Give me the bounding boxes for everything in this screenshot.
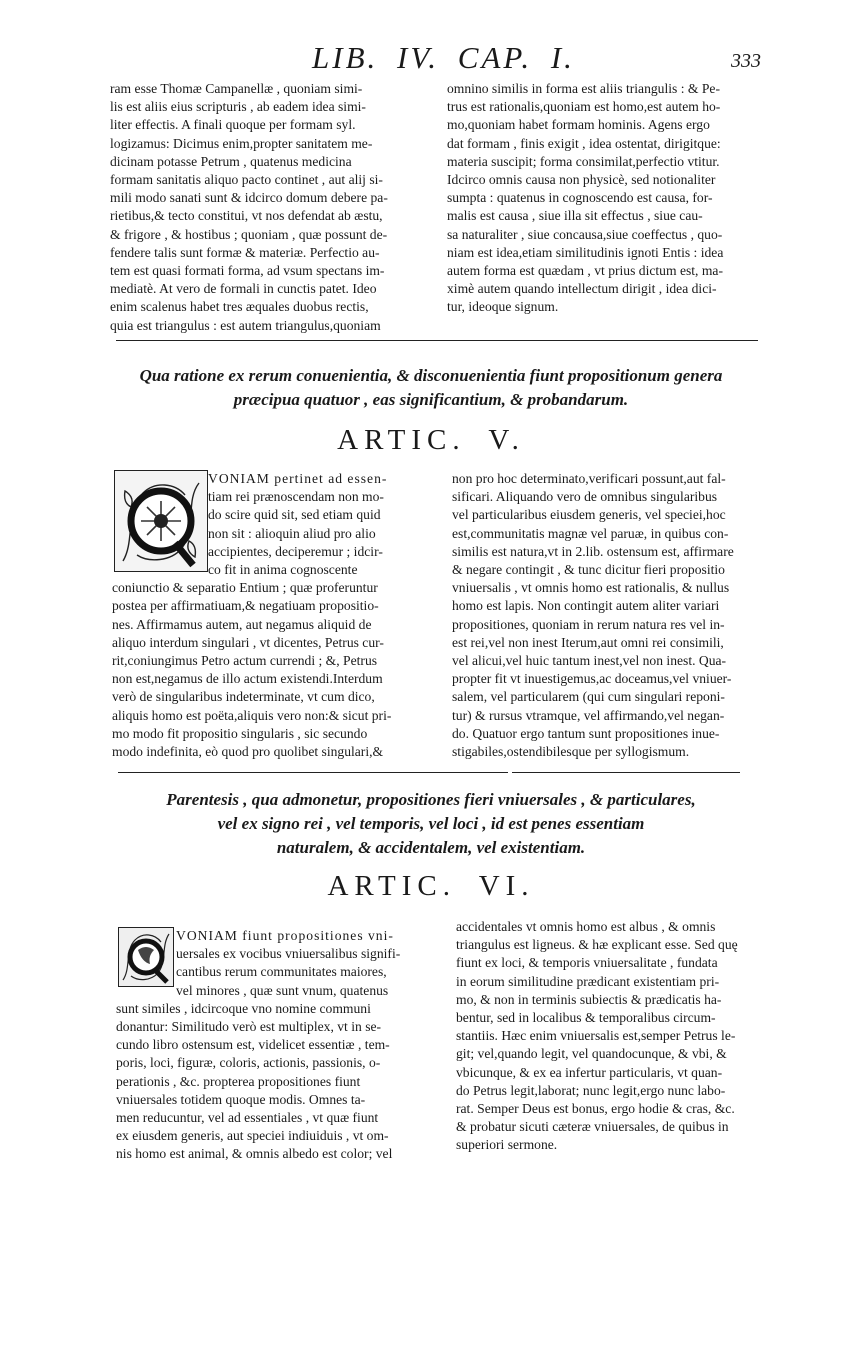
article-vi-label: ARTIC. VI. [327,870,535,902]
text-line: non est,negamus de illo actum existendi.Interdum [112,671,383,687]
text-line: uersales ex vocibus vniuersalibus signifi- [176,946,401,962]
text-line: vniuersales totidem quoque modis. Omnes ta- [116,1091,366,1107]
text-line: rit,coniungimus Petro actum currendi ; &, Petrus [112,653,378,669]
article-v-label: ARTIC. V. [337,424,525,456]
text-line: perationis , &c. propterea propositiones fiunt [116,1073,361,1089]
text-line: est rei,vel non inest Iterum,aut omni rei consimili, [452,634,724,650]
text-line: aliquis homo est poëta,aliquis vero non:& sicut pri- [112,707,392,723]
text-line: rietibus,& tecto constitui, vt nos defendat ab æstu, [110,208,383,224]
text-line: liter effectis. A finali quoque per formam syl. [110,117,356,133]
text-line: cantibus rerum communitates maiores, [176,964,387,980]
text-line: triangulus est ligneus. & hæ explicant esse. Sed quę [456,937,738,953]
section-v-heading [0,364,862,412]
text-line: sumpta : quatenus in cognoscendo est causa, for- [447,190,713,206]
text-line: mo,quoniam habet formam hominis. Agens ergo [447,117,710,133]
text-line: VONIAM fiunt propositiones vni- [176,928,394,943]
text-line: salem, vel particularem (qui cum singulari reponi- [452,689,725,705]
text-line: formam sanitatis aliquo pacto continet , aut alij si- [110,172,383,188]
running-head-title: LIB. IV. CAP. I. [312,40,575,75]
text-line: bentur, sed in localibus & temporalibus circum- [456,1010,716,1026]
text-line: vel alicui,vel huic tantum inest,vel non inest. Qua- [452,653,727,669]
article-v-left-column [112,470,430,761]
text-line: Idcirco omnis causa non physicè, sed notionaliter [447,172,716,188]
text-line: poris, loci, figuræ, coloris, actionis, passionis, o- [116,1055,381,1071]
heading-line: naturalem, & accidentalem, vel existentiam. [276,838,586,857]
text-line: ex eiusdem generis, aut speciei indiuiduis , vt om- [116,1128,389,1144]
running-head [0,40,862,80]
text-line: vel minores , quæ sunt vnum, quatenus [176,982,389,998]
text-line: do scire quid sit, sed etiam quid [208,507,381,523]
heading-line: Qua ratione ex rerum conuenientia, & disconuenientia fiunt propositionum genera [139,366,723,385]
text-line: in eorum similitudine prædicant existentiam pri- [456,973,720,989]
text-line: mo, & non in terminis subiectis & prædicatis ha- [456,991,722,1007]
text-line: non pro hoc determinato,verificari possunt,aut fal- [452,471,726,486]
text-line: niam est idea,etiam similitudinis ignoti Entis : idea [447,244,724,260]
text-line: dicinam potasse Petrum , quatenus medicina [110,153,352,169]
article-v-right-column [452,470,772,761]
heading-line: præcipua quatuor , eas significantium, & probandarum. [233,390,629,409]
text-line: tiam rei prænoscendam non mo- [208,489,384,505]
text-line: accipientes, deciperemur ; idcir- [208,543,383,559]
section-divider [512,772,740,773]
article-vi-left-column [116,927,432,1164]
text-line: git; vel,quando legit, vel quandocunque, & vbi, & [456,1046,727,1062]
text-line: homo est lapis. Non contingit autem aliter variari [452,598,720,614]
text-line: nes. Affirmamus autem, aut negamus aliquid de [112,616,372,632]
text-line: sa naturaliter , siue concausa,siue coeffectus , quo- [447,226,723,242]
text-line: mili modo sanati sunt & idcirco domum debere pa- [110,190,388,206]
section-vi-heading [0,788,862,860]
text-line: tur) & rursus vtramque, vel affirmando,vel negan- [452,707,725,723]
text-line: cundo libro ostensum est, videlicet essentiæ , tem- [116,1037,390,1053]
text-line: sunt similes , idcircoque vno nomine communi [116,1000,371,1016]
text-line: similis est natura,vt in 2.lib. ostensum est, affirmare [452,543,734,559]
text-line: vbicunque, & ex ea infertur particularis, vt quan- [456,1064,723,1080]
text-line: aliquo interdum singulari , vt dicentes, Petrus cur- [112,634,384,650]
text-line: rat. Semper Deus est bonus, ergo hodie & cras, &c. [456,1101,735,1117]
text-line: trus est rationalis,quoniam est homo,est autem ho- [447,99,721,115]
article-vi-right-column [456,918,774,1155]
text-line: vniuersalis , vt omnis homo est rationalis, & nullus [452,580,730,596]
text-line: logizamus: Dicimus enim,propter sanitatem me- [110,135,373,151]
text-line: nis homo est animal, & omnis albedo est color; vel [116,1146,393,1162]
text-line: postea per affirmatiuam,& negatiuam propositio- [112,598,379,614]
text-line: donantur: Similitudo verò est multiplex, vt in se- [116,1019,382,1035]
text-line: stigabiles,ostendibilesque per syllogismum. [452,744,690,760]
text-line: men reducuntur, vel ad essentiales , vt quæ fiunt [116,1110,379,1126]
text-line: modo indefinita, eò quod pro quolibet singulari,& [112,744,384,760]
section-divider [118,772,508,773]
text-line: tur, ideoque signum. [447,299,559,315]
text-line: co fit in anima cognoscente [208,562,358,578]
top-right-column [447,80,765,317]
text-line: est,communitatis magnæ vel paruæ, in quibus con- [452,525,729,541]
text-line: omnino similis in forma est aliis triangulis : & Pe- [447,81,720,96]
text-line: VONIAM pertinet ad essen- [208,471,388,486]
text-line: & negare contingit , & tunc dicitur fieri propositio [452,562,725,578]
heading-line: vel ex signo rei , vel temporis, vel loci , id est penes essentiam [217,814,645,833]
text-line: fiunt ex loci, & temporis vniuersalitate , fundata [456,955,718,971]
text-line: fendere talis sunt formæ & materiæ. Perfectio au- [110,244,380,260]
text-line: verò de singularibus indeterminate, vt cum dico, [112,689,375,705]
text-line: materia suscipit; forma consimilat,perfectio vtitur. [447,153,720,169]
text-line: & frigore , & hostibus ; quoniam , quæ possunt de- [110,226,388,242]
text-line: superiori sermone. [456,1137,558,1153]
text-line: do. Quatuor ergo tantum sunt propositiones inue- [452,725,720,741]
text-line: autem forma est quædam , vt prius dictum est, ma- [447,263,723,279]
text-line: propositiones, quoniam in rerum natura res vel in- [452,616,725,632]
text-line: enim scalenus habet tres æquales duobus rectis, [110,299,369,315]
section-divider [116,340,758,341]
text-line: mo modo fit propositio singularis , sic secundo [112,725,368,741]
text-line: malis est causa , siue illa sit effectus , siue cau- [447,208,703,224]
text-line: lis est aliis eius scripturis , ab eadem idea simi- [110,99,366,115]
text-line: quia est triangulus : est autem triangulus,quoniam [110,317,381,333]
text-line: stantiis. Hæc enim vniuersalis est,semper Petrus le- [456,1028,736,1044]
text-line: tem est quasi formati forma, ad vsum spectans im- [110,263,385,279]
text-line: propter fit vt inuestigemus,ac doceamus,vel vniuer- [452,671,732,687]
text-line: non sit : alioquin aliud pro alio [208,525,376,541]
text-line: dat formam , finis exigit , idea ostentat, dirigitque: [447,135,721,151]
text-line: & probatur sicuti cæteræ vniuersales, de quibus in [456,1119,729,1135]
text-line: sificari. Aliquando vero de omnibus singularibus [452,489,718,505]
text-line: ximè autem quando intellectum dirigit , idea dici- [447,281,717,297]
text-line: ram esse Thomæ Campanellæ , quoniam simi- [110,81,363,96]
text-line: mediatè. At vero de formali in cunctis patet. Ideo [110,281,377,297]
text-line: accidentales vt omnis homo est albus , & omnis [456,919,716,934]
text-line: coniunctio & separatio Entium ; quæ proferuntur [112,580,378,596]
text-line: vel particularibus eiusdem generis, vel speciei,hoc [452,507,726,523]
page-number: 333 [731,50,761,72]
heading-line: Parentesis , qua admonetur, propositiones fieri vniuersales , & particulares, [166,790,696,809]
text-line: do Petrus legit,laborat; nunc legit,ergo nunc labo- [456,1082,726,1098]
top-left-column [110,80,426,335]
